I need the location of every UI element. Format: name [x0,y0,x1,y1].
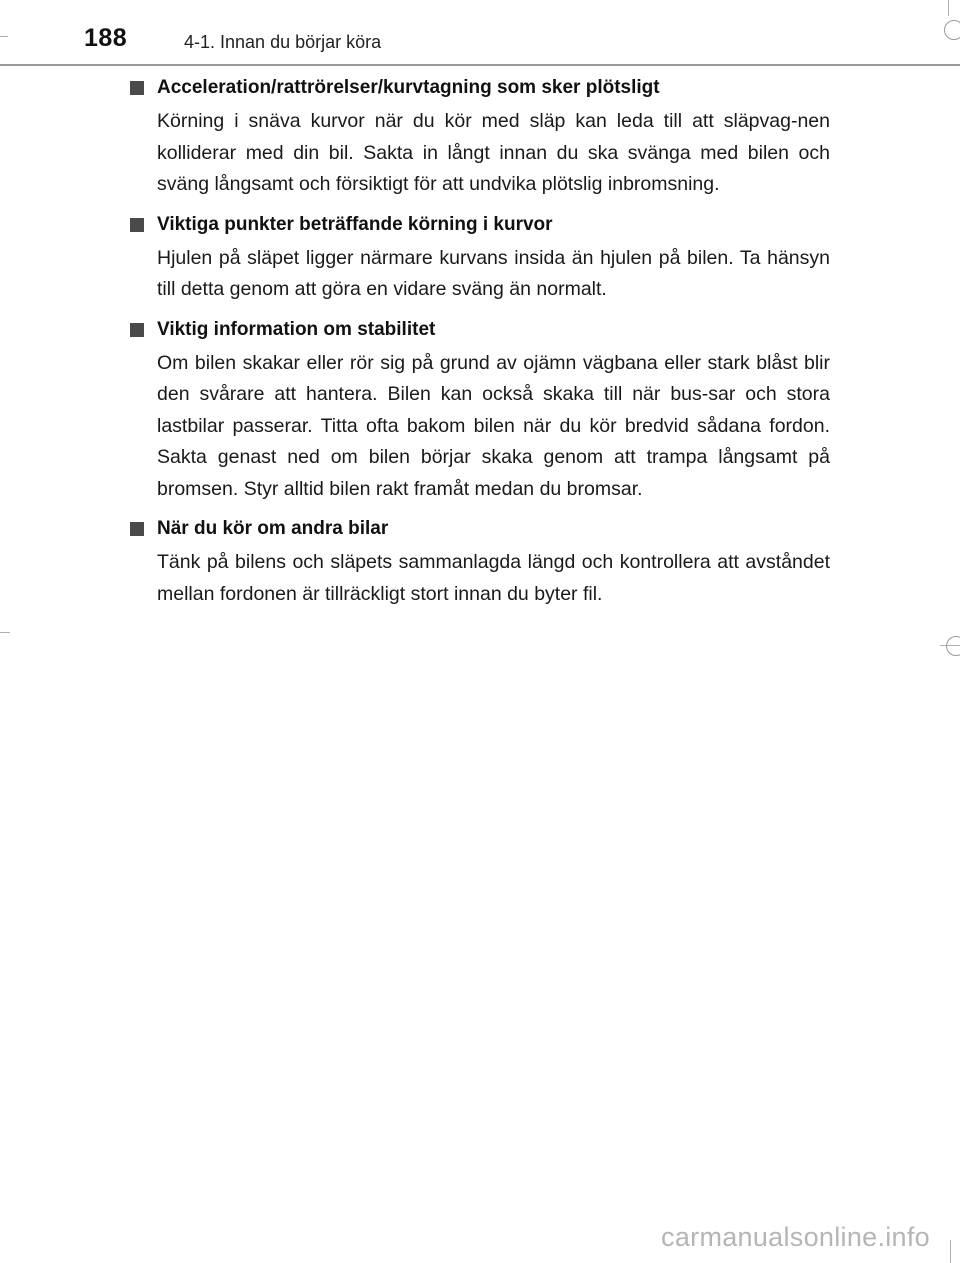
section-heading [130,316,830,344]
chapter-title: 4-1. Innan du börjar köra [184,32,382,52]
page-number: 188 [84,24,128,52]
crop-mark-bottom-right [950,1240,951,1263]
section-heading-text: Acceleration/rattrörelser/kurvtagning som sker plötsligt [157,77,660,98]
page-content [130,74,830,620]
section-body: Körning i snäva kurvor när du kör med släp kan leda till att släpvag-nen kolliderar med din bil. Sakta in långt innan du ska svänga med bilen och sväng långsamt och försiktigt för att undvika plötslig inbromsning. [157,110,830,195]
section-body: Tänk på bilens och släpets sammanlagda längd och kontrollera att avståndet mellan fordonen är tillräckligt stort innan du byter fil. [157,551,830,605]
page-header [0,0,960,66]
registration-mark-top-right-icon [944,20,960,40]
section-body: Om bilen skakar eller rör sig på grund av ojämn vägbana eller stark blåst blir den svårare att hantera. Bilen kan också skaka till när bus-sar och stora lastbilar passerar. Titta ofta bakom bilen när du kör bredvid sådana fordon. Sakta genast ned om bilen börjar skaka genom att trampa långsamt på bromsen. Styr alltid bilen rakt framåt medan du bromsar. [157,351,830,500]
registration-mark-mid-right-icon [946,636,960,656]
square-bullet-icon [130,323,144,337]
crop-mark-top-left [0,36,8,37]
section-heading [130,211,830,239]
section-heading-text: Viktig information om stabilitet [157,318,436,340]
section-stability [130,316,830,506]
section-body: Hjulen på släpet ligger närmare kurvans insida än hjulen på bilen. Ta hänsyn till detta genom att göra en vidare sväng än normalt. [157,246,830,300]
header-rule [0,64,960,66]
crop-mark-mid-left [0,632,10,633]
section-cornering [130,211,830,306]
watermark: carmanualsonline.info [661,1222,930,1252]
section-heading [130,515,830,543]
section-overtaking [130,515,830,610]
square-bullet-icon [130,218,144,232]
square-bullet-icon [130,522,144,536]
section-heading-text: Viktiga punkter beträffande körning i kurvor [157,213,553,235]
crop-mark-top-right [948,0,949,16]
section-heading-text: När du kör om andra bilar [157,518,389,539]
section-sudden-maneuvers [130,74,830,201]
square-bullet-icon [130,81,144,95]
section-heading [130,74,830,102]
